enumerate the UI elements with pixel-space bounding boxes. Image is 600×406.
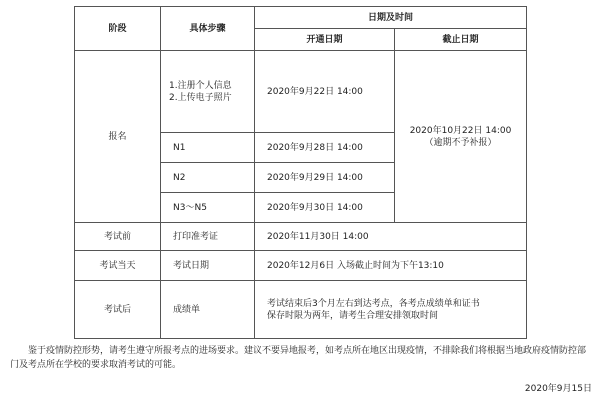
stage-exam-day: 考试当天 [75,251,161,281]
step-n1: N1 [161,133,255,163]
step-exam-date: 考试日期 [161,251,255,281]
header-date-time: 日期及时间 [255,7,527,29]
stage-registration: 报名 [75,51,161,223]
stage-after-exam: 考试后 [75,281,161,339]
close-date-note: （逾期不予补报） [424,137,497,148]
step-register-line: 1.注册个人信息 [169,80,232,91]
header-steps: 具体步骤 [161,7,255,51]
step-print-admission: 打印准考证 [161,223,255,251]
step-n2: N2 [161,163,255,193]
step-upload-line: 2.上传电子照片 [169,92,232,103]
open-date-n1: 2020年9月28日 14:00 [255,133,395,163]
header-open-date: 开通日期 [255,29,395,51]
close-date-value: 2020年10月22日 14:00 [409,125,512,136]
step-n3-n5: N3～N5 [161,193,255,223]
date-print-admission: 2020年11月30日 14:00 [255,223,527,251]
after-exam-note [255,281,527,339]
after-exam-note-line1: 考试结束后3个月左右到达考点，各考点成绩单和证书 [267,298,480,309]
header-close-date: 截止日期 [395,29,527,51]
schedule-table [74,6,527,339]
close-date-registration [395,51,527,223]
header-stage: 阶段 [75,7,161,51]
date-exam-day: 2020年12月6日 入场截止时间为下午13:10 [255,251,527,281]
step-register-upload [161,51,255,133]
stage-before-exam: 考试前 [75,223,161,251]
after-exam-note-line2: 保存时限为两年，请考生合理安排领取时间 [267,310,439,321]
open-date-n2: 2020年9月29日 14:00 [255,163,395,193]
publish-date: 2020年9月15日 [524,384,592,394]
open-date-n3-n5: 2020年9月30日 14:00 [255,193,395,223]
open-date-registration: 2020年9月22日 14:00 [255,51,395,133]
step-score-report: 成绩单 [161,281,255,339]
epidemic-notice: 鉴于疫情防控形势，请考生遵守所报考点的进场要求。建议不要异地报考，如考点所在地区出现疫情，不排除我们将根据当地政府疫情防控部门及考点所在学校的要求取消考试的可能。 [10,346,587,370]
